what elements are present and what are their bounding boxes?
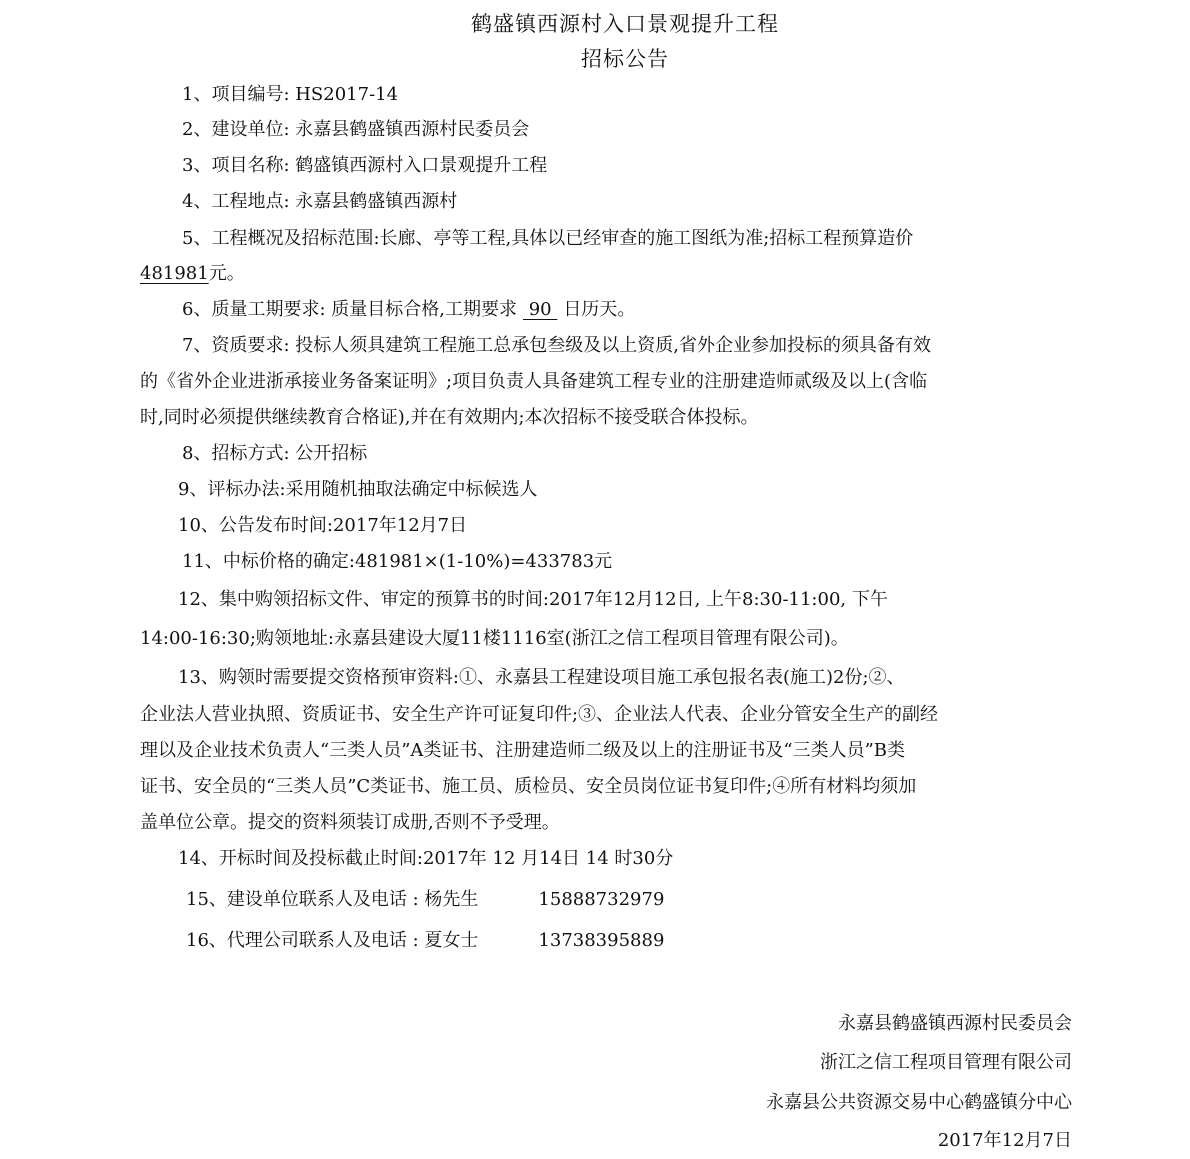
owner-contact-phone: 15888732979 xyxy=(538,889,665,910)
item-agent-contact xyxy=(186,929,664,953)
item-publish-date: 10、公告发布时间:2017年12月7日 xyxy=(178,515,468,536)
item-evaluation-method xyxy=(178,478,538,502)
item-owner-contact xyxy=(186,888,664,912)
agent-contact-label: 16、代理公司联系人及电话 : 夏女士 xyxy=(186,930,479,951)
item-project-location: 4、工程地点: 永嘉县鹤盛镇西源村 xyxy=(182,191,458,212)
budget-unit: 元。 xyxy=(208,263,245,284)
signature-org-village-committee: 永嘉县鹤盛镇西源村民委员会 xyxy=(838,1013,1072,1034)
item-prequalification-line4: 证书、安全员的“三类人员”C类证书、施工员、质检员、安全员岗位证书复印件;④所有材料均须加 xyxy=(140,776,917,797)
document-title: 鹤盛镇西源村入口景观提升工程 xyxy=(471,12,779,36)
item-document-purchase-line1: 12、集中购领招标文件、审定的预算书的时间:2017年12月12日, 上午8:30-11:00, 下午 xyxy=(178,589,888,610)
evaluation-label: 9、评标办法:采用 xyxy=(178,479,322,500)
period-days: 90 xyxy=(522,299,558,320)
item-project-name: 3、项目名称: 鹤盛镇西源村入口景观提升工程 xyxy=(182,155,548,176)
item-qualification-line1: 7、资质要求: 投标人须具建筑工程施工总承包叁级及以上资质,省外企业参加投标的须具备有效 xyxy=(182,335,931,356)
signature-org-trading-center: 永嘉县公共资源交易中心鹤盛镇分中心 xyxy=(766,1092,1072,1113)
item-prequalification-line1: 13、购领时需要提交资格预审资料:①、永嘉县工程建设项目施工承包报名表(施工)2份;②、 xyxy=(178,667,905,688)
signature-date: 2017年12月7日 xyxy=(937,1130,1072,1151)
agent-contact-phone: 13738395889 xyxy=(538,930,665,951)
item-project-number: 1、项目编号: HS2017-14 xyxy=(182,84,399,105)
item-qualification-line3: 时,同时必须提供继续教育合格证),并在有效期内;本次招标不接受联合体投标。 xyxy=(140,407,759,428)
signature-org-agency: 浙江之信工程项目管理有限公司 xyxy=(820,1052,1072,1073)
item-scope-line1: 5、工程概况及招标范围:长廊、亭等工程,具体以已经审查的施工图纸为准;招标工程预算造价 xyxy=(182,228,914,249)
item-winning-price: 11、中标价格的确定:481981×(1-10%)=433783元 xyxy=(182,551,613,572)
item-document-purchase-line2: 14:00-16:30;购领地址:永嘉县建设大厦11楼1116室(浙江之信工程项目管理有限公司)。 xyxy=(140,628,849,649)
document-subtitle: 招标公告 xyxy=(581,47,669,71)
evaluation-method-name: 随机抽取法 xyxy=(321,479,412,500)
item-construction-unit: 2、建设单位: 永嘉县鹤盛镇西源村民委员会 xyxy=(182,119,530,140)
item-opening-time: 14、开标时间及投标截止时间:2017年 12 月14日 14 时30分 xyxy=(178,848,674,869)
owner-contact-label: 15、建设单位联系人及电话 : 杨先生 xyxy=(186,889,479,910)
item-quality-period xyxy=(182,298,635,322)
item-bidding-method: 8、招标方式: 公开招标 xyxy=(182,443,368,464)
item-qualification-line2: 的《省外企业进浙承接业务备案证明》;项目负责人具备建筑工程专业的注册建造师贰级及以上(含临 xyxy=(140,371,928,392)
item-prequalification-line3: 理以及企业技术负责人“三类人员”A类证书、注册建造师二级及以上的注册证书及“三类人员”B类 xyxy=(140,740,906,761)
quality-label: 6、质量工期要求: 质量目标合格,工期要求 xyxy=(182,299,517,320)
budget-amount: 481981 xyxy=(140,263,209,284)
item-prequalification-line2: 企业法人营业执照、资质证书、安全生产许可证复印件;③、企业法人代表、企业分管安全生产的副经 xyxy=(140,704,939,725)
item-prequalification-line5: 盖单位公章。提交的资料须装订成册,否则不予受理。 xyxy=(140,812,560,833)
item-scope-line2 xyxy=(140,262,245,286)
evaluation-suffix: 确定中标候选人 xyxy=(411,479,538,500)
period-unit: 日历天。 xyxy=(563,299,636,320)
